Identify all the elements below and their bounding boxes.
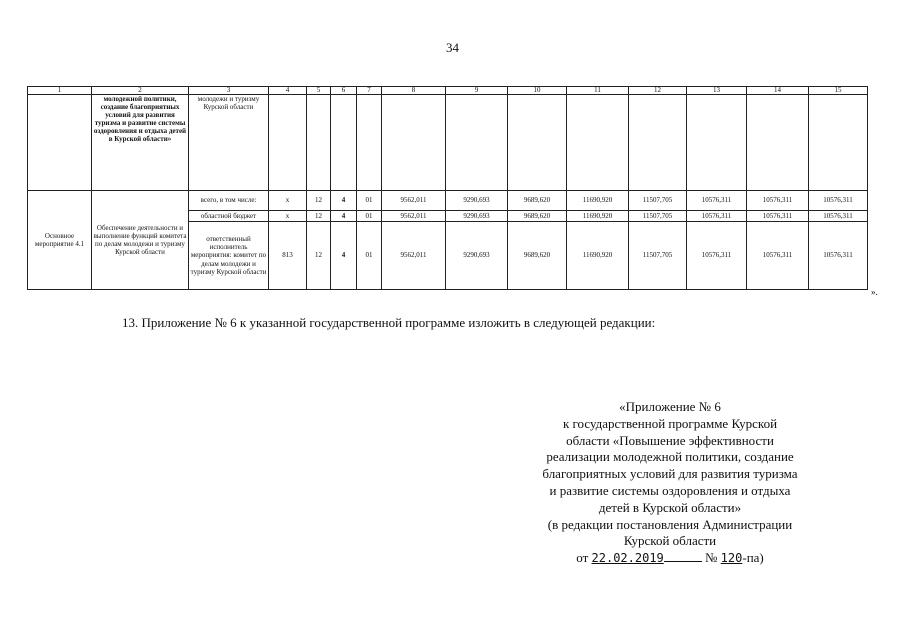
column-header-4: 4 (269, 87, 307, 95)
date-underline (664, 560, 702, 562)
table-cell: 9689,620 (508, 211, 567, 222)
appendix-date-line (520, 550, 820, 567)
column-header-11: 11 (567, 87, 629, 95)
event-title-cell: Основное мероприятие 4.1 (28, 191, 92, 290)
table-cell: 12 (307, 191, 331, 211)
table-row (28, 191, 868, 211)
table-cell: 10576,311 (747, 211, 809, 222)
column-header-7: 7 (357, 87, 382, 95)
appendix-line: и развитие системы оздоровления и отдыха (549, 482, 791, 498)
table-cell: 9689,620 (508, 191, 567, 211)
source-cell: областной бюджет (189, 211, 269, 222)
column-header-2: 2 (92, 87, 189, 95)
column-header-3: 3 (189, 87, 269, 95)
table-cell: 11507,705 (629, 191, 687, 211)
column-header-8: 8 (382, 87, 446, 95)
column-header-9: 9 (446, 87, 508, 95)
table-cell (567, 95, 629, 191)
appendix-heading (520, 399, 820, 567)
table-cell: 11690,920 (567, 222, 629, 290)
table-cell (28, 95, 92, 191)
appendix-line: «Приложение № 6 (619, 399, 721, 414)
column-header-5: 5 (307, 87, 331, 95)
table-cell: 11690,920 (567, 211, 629, 222)
table-cell (747, 95, 809, 191)
table-cell (331, 95, 357, 191)
budget-table (27, 86, 868, 290)
appendix-line: к государственной программе Курской (562, 415, 778, 431)
table-cell: 10576,311 (747, 222, 809, 290)
table-cell: x (269, 211, 307, 222)
amendment-paragraph: 13. Приложение № 6 к указанной государственной программе изложить в следующей редакции: (122, 315, 656, 330)
executor-continued-cell: молодежи и туризму Курской области (189, 95, 269, 191)
source-cell: ответственный исполнитель мероприятия: комитет по делам молодежи и туризму Курской области (189, 222, 269, 290)
closing-quote: ». (871, 287, 878, 297)
appendix-line: реализации молодежной политики, создание (546, 449, 794, 465)
table-cell (357, 95, 382, 191)
table-cell: 01 (357, 211, 382, 222)
column-header-6: 6 (331, 87, 357, 95)
column-header-13: 13 (687, 87, 747, 95)
appendix-line: Курской области (623, 533, 717, 549)
table-cell: 9689,620 (508, 222, 567, 290)
table-cell: 11690,920 (567, 191, 629, 211)
table-cell: 11507,705 (629, 222, 687, 290)
table-cell: 4 (331, 211, 357, 222)
table-cell: 4 (331, 191, 357, 211)
table-cell: 813 (269, 222, 307, 290)
table-cell: 9290,693 (446, 211, 508, 222)
handwritten-date: 22.02.2019 (591, 551, 664, 566)
table-cell: 01 (357, 191, 382, 211)
table-cell: 9290,693 (446, 222, 508, 290)
appendix-line: благоприятных условий для развития туризма (542, 466, 798, 482)
table-cell: 11507,705 (629, 211, 687, 222)
column-header-14: 14 (747, 87, 809, 95)
table-cell: 12 (307, 211, 331, 222)
handwritten-number: 120 (720, 551, 743, 566)
table-cell: 10576,311 (687, 211, 747, 222)
program-continued-cell: молодежной политики, создание благоприятных условий для развития туризма и развитие системы оздоровления и отдыха детей в Курской области» (92, 95, 189, 191)
table-cell (629, 95, 687, 191)
table-cell: 9562,011 (382, 191, 446, 211)
table-cell (382, 95, 446, 191)
appendix-line: области «Повышение эффективности (566, 432, 774, 448)
table-cell (687, 95, 747, 191)
column-header-10: 10 (508, 87, 567, 95)
table-cell: 9562,011 (382, 211, 446, 222)
table-cell: x (269, 191, 307, 211)
table-cell: 10576,311 (747, 191, 809, 211)
column-header-1: 1 (28, 87, 92, 95)
number-sign: № (705, 550, 718, 566)
table-cell: 10576,311 (809, 191, 868, 211)
table-cell: 4 (331, 222, 357, 290)
table-cell: 10576,311 (687, 222, 747, 290)
appendix-line: детей в Курской области» (598, 499, 742, 515)
table-cell: 10576,311 (687, 191, 747, 211)
page-number: 34 (446, 40, 459, 55)
source-cell: всего, в том числе: (189, 191, 269, 211)
appendix-line: (в редакции постановления Администрации (547, 516, 793, 532)
event-description-cell: Обеспечение деятельности и выполнение функций комитета по делам молодежи и туризму Курской области (92, 191, 189, 290)
table-cell: 10576,311 (809, 211, 868, 222)
appendix-lines (520, 399, 820, 550)
table-cell (446, 95, 508, 191)
column-header-12: 12 (629, 87, 687, 95)
table-cell: 01 (357, 222, 382, 290)
table-cell (809, 95, 868, 191)
date-prefix: от (576, 550, 589, 566)
table-cell (269, 95, 307, 191)
table-row (28, 95, 868, 191)
table-cell (307, 95, 331, 191)
table-cell: 10576,311 (809, 222, 868, 290)
table-cell: 12 (307, 222, 331, 290)
number-suffix: -па) (742, 550, 764, 566)
table-cell: 9290,693 (446, 191, 508, 211)
table-cell: 9562,011 (382, 222, 446, 290)
column-header-15: 15 (809, 87, 868, 95)
table-header-row (28, 87, 868, 95)
table-cell (508, 95, 567, 191)
